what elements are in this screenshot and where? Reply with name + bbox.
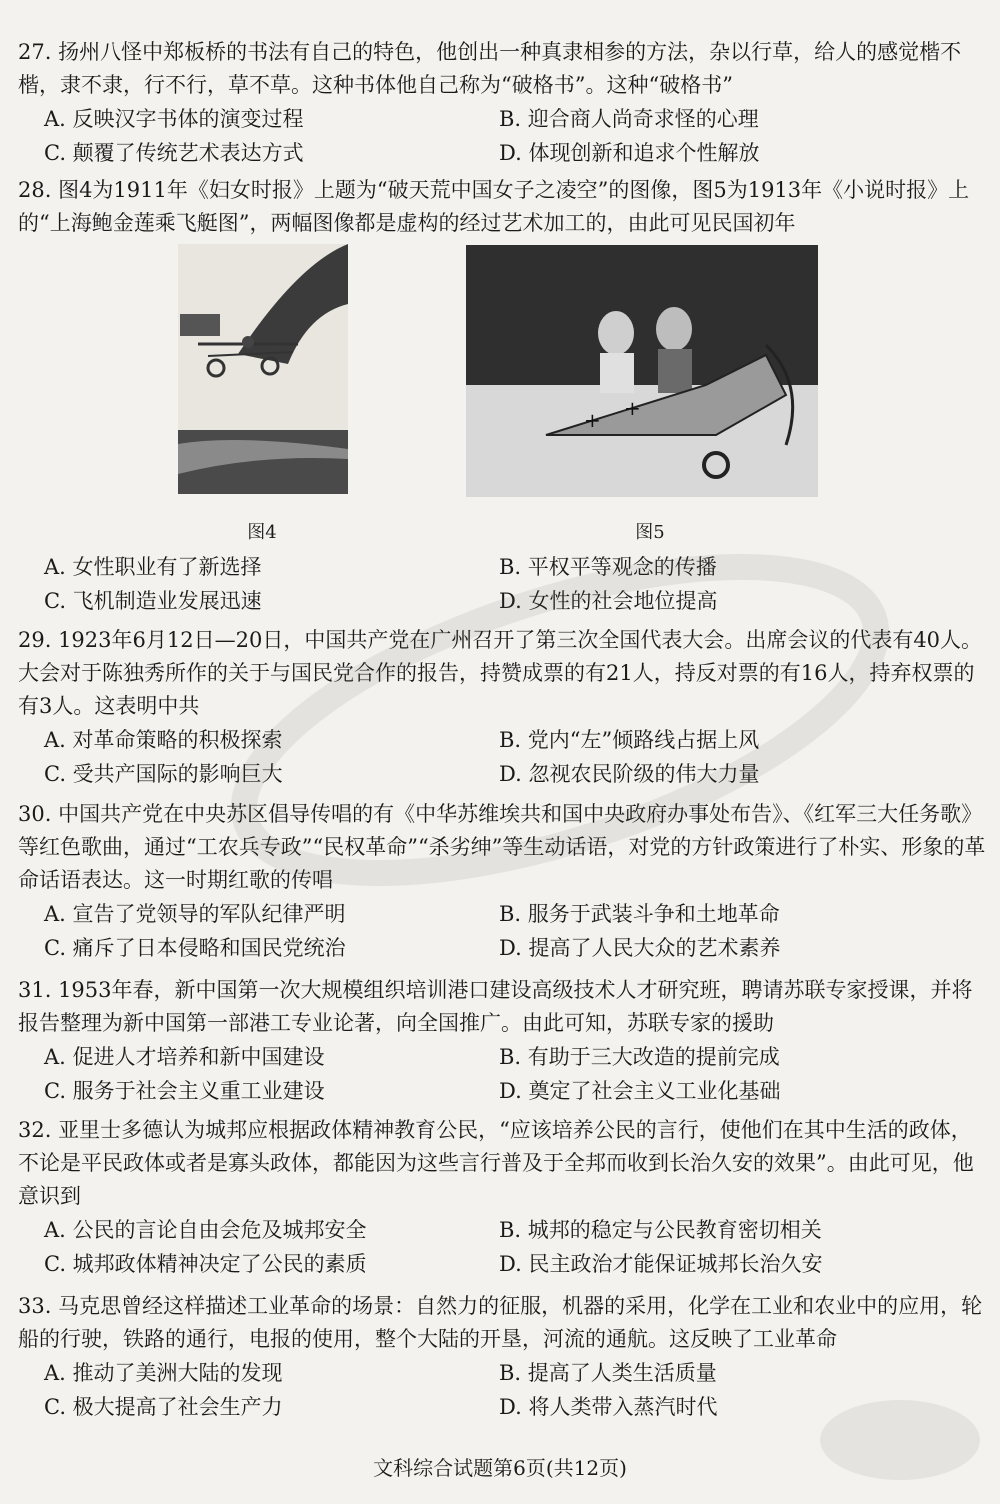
option-a: A. 女性职业有了新选择 bbox=[44, 555, 262, 579]
svg-text:+: + bbox=[624, 396, 641, 420]
figure-4-caption: 图4 bbox=[247, 522, 277, 543]
option-d: D. 忽视农民阶级的伟大力量 bbox=[499, 762, 760, 786]
option-a: A. 宣告了党领导的军队纪律严明 bbox=[44, 902, 346, 926]
option-d: D. 体现创新和追求个性解放 bbox=[499, 141, 760, 165]
option-b: B. 有助于三大改造的提前完成 bbox=[499, 1045, 780, 1069]
question-stem: 27. 扬州八怪中郑板桥的书法有自己的特色，他创出一种真隶相参的方法，杂以行草，给人的感觉楷不楷，隶不隶，行不行，草不草。这种书体他自己称为“破格书”。这种“破格书” bbox=[18, 40, 962, 97]
option-a: A. 反映汉字书体的演变过程 bbox=[44, 107, 304, 131]
option-d: D. 提高了人民大众的艺术素养 bbox=[499, 936, 781, 960]
option-b: B. 城邦的稳定与公民教育密切相关 bbox=[499, 1218, 822, 1242]
question-stem: 29. 1923年6月12日—20日，中国共产党在广州召开了第三次全国代表大会。出席会议的代表有40人。大会对于陈独秀所作的关于与国民党合作的报告，持赞成票的有21人，持反对票的有16人，持弃权票的有3人。这表明中共 bbox=[18, 628, 983, 718]
option-b: B. 迎合商人尚奇求怪的心理 bbox=[499, 107, 759, 131]
option-b: B. 党内“左”倾路线占据上风 bbox=[499, 728, 760, 752]
option-a: A. 对革命策略的积极探索 bbox=[44, 728, 283, 752]
option-c: C. 极大提高了社会生产力 bbox=[44, 1395, 283, 1419]
option-c: C. 痛斥了日本侵略和国民党统治 bbox=[44, 936, 346, 960]
option-c: C. 服务于社会主义重工业建设 bbox=[44, 1079, 325, 1103]
option-d: D. 女性的社会地位提高 bbox=[499, 589, 718, 613]
option-c: C. 颠覆了传统艺术表达方式 bbox=[44, 141, 304, 165]
svg-text:+: + bbox=[584, 408, 601, 432]
option-a: A. 促进人才培养和新中国建设 bbox=[44, 1045, 325, 1069]
option-d: D. 民主政治才能保证城邦长治久安 bbox=[499, 1252, 823, 1276]
option-c: C. 城邦政体精神决定了公民的素质 bbox=[44, 1252, 367, 1276]
option-c: C. 飞机制造业发展迅速 bbox=[44, 589, 262, 613]
option-a: A. 公民的言论自由会危及城邦安全 bbox=[44, 1218, 367, 1242]
option-b: B. 平权平等观念的传播 bbox=[499, 555, 717, 579]
figure-5-caption: 图5 bbox=[635, 522, 665, 543]
option-a: A. 推动了美洲大陆的发现 bbox=[44, 1361, 283, 1385]
question-stem: 30. 中国共产党在中央苏区倡导传唱的有《中华苏维埃共和国中央政府办事处布告》、《红军三大任务歌》等红色歌曲，通过“工农兵专政”“民权革命”“杀劣绅”等生动话语，对党的方针政策进行了朴实、形象的革命话语表达。这一时期红歌的传唱 bbox=[18, 802, 986, 892]
question-stem: 31. 1953年春，新中国第一次大规模组织培训港口建设高级技术人才研究班，聘请苏联专家授课，并将报告整理为新中国第一部港工专业论著，向全国推广。由此可知，苏联专家的援助 bbox=[18, 978, 973, 1035]
option-c: C. 受共产国际的影响巨大 bbox=[44, 762, 283, 786]
question-stem: 33. 马克思曾经这样描述工业革命的场景：自然力的征服，机器的采用，化学在工业和农业中的应用，轮船的行驶，铁路的通行，电报的使用，整个大陆的开垦，河流的通航。这反映了工业革命 bbox=[18, 1294, 983, 1351]
option-d: D. 奠定了社会主义工业化基础 bbox=[499, 1079, 781, 1103]
question-stem: 28. 图4为1911年《妇女时报》上题为“破天荒中国女子之凌空”的图像，图5为1913年《小说时报》上的“上海鲍金莲乘飞艇图”，两幅图像都是虚构的经过艺术加工的，由此可见民国初年 bbox=[18, 178, 970, 235]
question-stem: 32. 亚里士多德认为城邦应根据政体精神教育公民，“应该培养公民的言行，使他们在其中生活的政体，不论是平民政体或者是寡头政体，都能因为这些言行普及于全邦而收到长治久安的效果”。由此可见，他意识到 bbox=[18, 1118, 974, 1208]
page-footer: 文科综合试题第6页(共12页) bbox=[373, 1456, 627, 1480]
option-d: D. 将人类带入蒸汽时代 bbox=[499, 1395, 718, 1419]
option-b: B. 提高了人类生活质量 bbox=[499, 1361, 717, 1385]
option-b: B. 服务于武装斗争和土地革命 bbox=[499, 902, 780, 926]
